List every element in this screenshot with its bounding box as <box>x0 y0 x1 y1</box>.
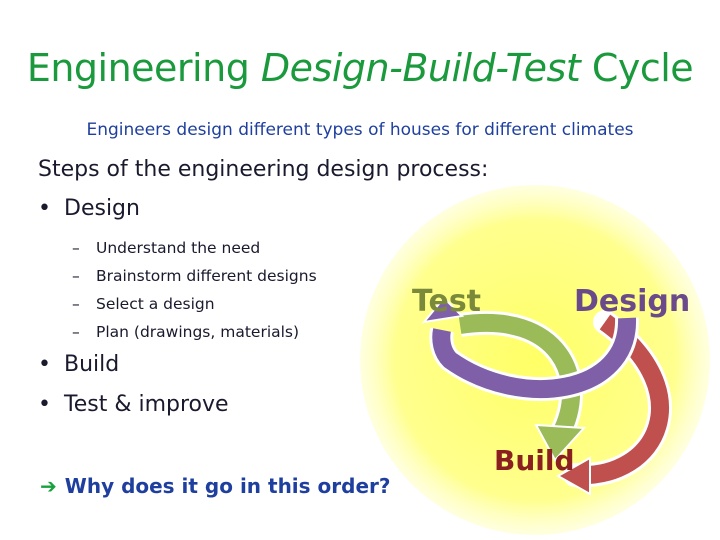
substep-label: Understand the need <box>96 239 261 257</box>
cycle-label-build: Build <box>494 444 575 477</box>
title-part-3: Cycle <box>580 46 694 90</box>
bullet-dot: • <box>38 392 51 417</box>
substep-label: Select a design <box>96 295 215 313</box>
bullet-build-label: Build <box>64 352 120 377</box>
intro-text: Steps of the engineering design process: <box>38 157 489 182</box>
list-item: – Brainstorm different designs <box>72 267 317 285</box>
bullet-dot: • <box>38 196 51 221</box>
substep-label: Brainstorm different designs <box>96 267 317 285</box>
subtitle: Engineers design different types of houses for different climates <box>86 120 634 140</box>
cycle-label-design: Design <box>574 284 691 319</box>
list-item: – Select a design <box>72 295 215 313</box>
title-part-2: Design-Build-Test <box>260 46 581 90</box>
question-text <box>40 474 390 498</box>
question-label: Why does it go in this order? <box>64 474 391 498</box>
arrow-right-icon: ➔ <box>40 474 57 498</box>
bullet-design-label: Design <box>64 196 140 221</box>
substep-label: Plan (drawings, materials) <box>96 323 300 341</box>
bullet-design <box>38 196 140 221</box>
page-title <box>0 40 720 96</box>
design-substeps <box>72 234 317 346</box>
bullet-test-label: Test & improve <box>64 392 229 417</box>
list-item: – Understand the need <box>72 239 261 257</box>
list-item: – Plan (drawings, materials) <box>72 323 300 341</box>
bullet-test <box>38 392 229 417</box>
bullet-build <box>38 352 119 377</box>
bullet-dot: • <box>38 352 51 377</box>
cycle-label-test: Test <box>412 284 482 319</box>
title-part-1: Engineering <box>26 46 261 90</box>
